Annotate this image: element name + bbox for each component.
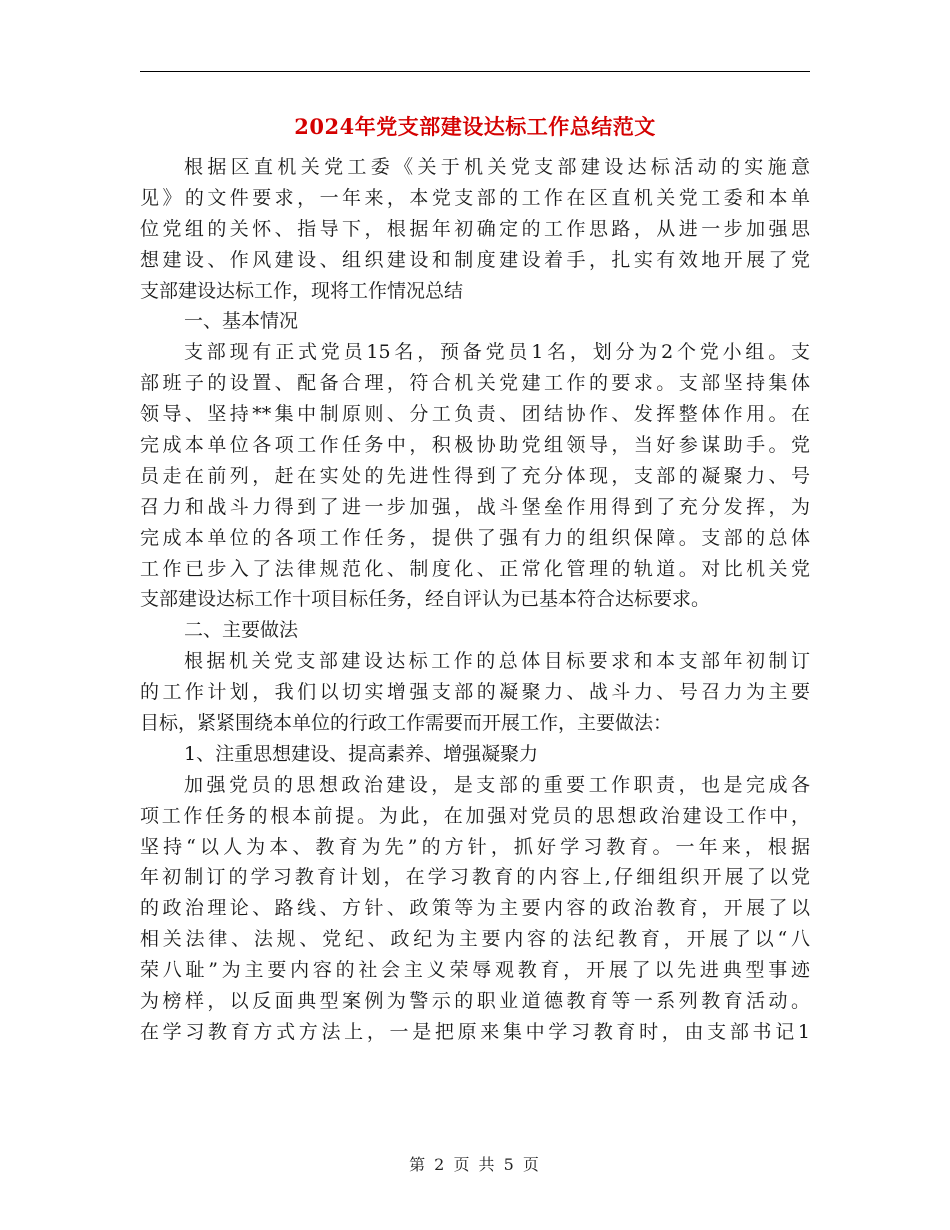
- paragraph-line: 为榜样，以反面典型案例为警示的职业道德教育等一系列教育活动。: [140, 990, 810, 1013]
- paragraph-line: 项工作任务的根本前提。为此，在加强对党员的思想政治建设工作中，: [140, 804, 810, 827]
- paragraph-line: 工作已步入了法律规范化、制度化、正常化管理的轨道。对比机关党: [140, 557, 810, 580]
- paragraph-line: 完成本单位各项工作任务中，积极协助党组领导，当好参谋助手。党: [140, 434, 810, 457]
- paragraph-line: 坚持“以人为本、教育为先”的方针，抓好学习教育。一年来，根据: [140, 835, 810, 858]
- header-rule: [140, 71, 810, 72]
- paragraph-line: 年初制订的学习教育计划，在学习教育的内容上,仔细组织开展了以党: [140, 866, 810, 889]
- paragraph-line: 的政治理论、路线、方针、政策等为主要内容的政治教育，开展了以: [140, 897, 810, 920]
- paragraph-line: 召力和战斗力得到了进一步加强，战斗堡垒作用得到了充分发挥，为: [140, 495, 810, 518]
- paragraph-line: 根据机关党支部建设达标工作的总体目标要求和本支部年初制订: [184, 650, 810, 673]
- paragraph-line: 支部建设达标工作十项目标任务，经自评认为已基本符合达标要求。: [140, 588, 711, 611]
- paragraph-line: 位党组的关怀、指导下，根据年初确定的工作思路，从进一步加强思: [140, 217, 810, 240]
- paragraph-line: 加强党员的思想政治建设，是支部的重要工作职责，也是完成各: [184, 773, 810, 796]
- paragraph-line: 领导、坚持**集中制原则、分工负责、团结协作、发挥整体作用。在: [140, 403, 810, 426]
- paragraph-line: 支部建设达标工作，现将工作情况总结: [140, 279, 464, 302]
- paragraph-line: 根据区直机关党工委《关于机关党支部建设达标活动的实施意: [184, 156, 810, 178]
- paragraph-line: 见》的文件要求，一年来，本党支部的工作在区直机关党工委和本单: [140, 186, 810, 209]
- document-title: 2024年党支部建设达标工作总结范文: [294, 114, 656, 139]
- paragraph-line: 部班子的设置、配备合理，符合机关党建工作的要求。支部坚持集体: [140, 372, 810, 395]
- page-number-footer: 第 2 页 共 5 页: [409, 1155, 541, 1174]
- paragraph-line: 想建设、作风建设、组织建设和制度建设着手，扎实有效地开展了党: [140, 248, 810, 271]
- section-heading: 一、基本情况: [184, 310, 299, 333]
- paragraph-line: 相关法律、法规、党纪、政纪为主要内容的法纪教育，开展了以“八: [140, 928, 810, 951]
- section-heading: 二、主要做法: [184, 619, 299, 642]
- paragraph-line: 目标，紧紧围绕本单位的行政工作需要而开展工作，主要做法：: [140, 712, 673, 735]
- document-body: [140, 152, 810, 1048]
- subsection-heading: 1、注重思想建设、提高素养、增强凝聚力: [184, 742, 539, 765]
- paragraph-line: 的工作计划，我们以切实增强支部的凝聚力、战斗力、号召力为主要: [140, 681, 810, 704]
- paragraph-line: 完成本单位的各项工作任务，提供了强有力的组织保障。支部的总体: [140, 526, 810, 549]
- paragraph-line: 支部现有正式党员15名，预备党员1名，划分为2个党小组。支: [184, 341, 810, 364]
- paragraph-line: 员走在前列，赶在实处的先进性得到了充分体现，支部的凝聚力、号: [140, 464, 810, 487]
- paragraph-line: 荣八耻”为主要内容的社会主义荣辱观教育，开展了以先进典型事迹: [140, 959, 810, 982]
- paragraph-line: 在学习教育方式方法上，一是把原来集中学习教育时，由支部书记1: [140, 1020, 810, 1043]
